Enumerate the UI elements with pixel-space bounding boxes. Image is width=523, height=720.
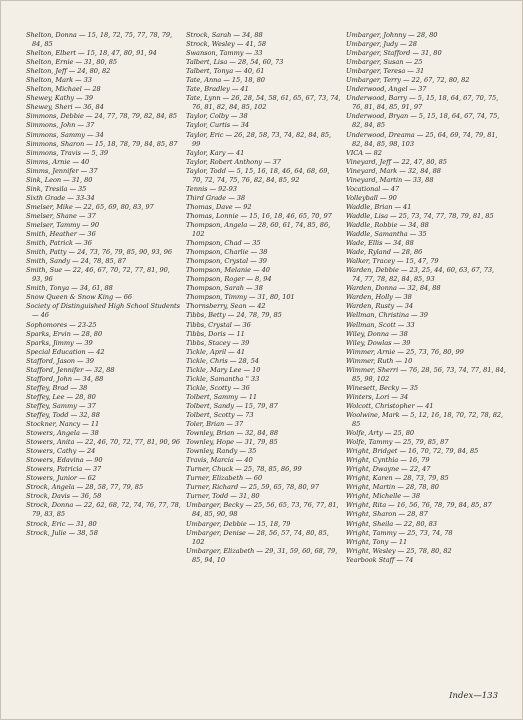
index-entry: Stafford, Jennifer — 32, 88 bbox=[26, 365, 115, 374]
index-entry: Taylor, Robert Anthony — 37 bbox=[186, 157, 281, 166]
index-entry: Winters, Lori — 34 bbox=[346, 392, 409, 401]
index-entry: Tolbert, Sandy — 15, 79, 87 bbox=[186, 401, 278, 410]
index-entry: Tate, Lynn — 26, 28, 54, 58, 61, 65, 67, 73, 74, 76, 81, 82, 84, 85, 102 bbox=[186, 94, 341, 112]
index-entry: Wright, Karen — 28, 73, 79, 85 bbox=[346, 474, 449, 483]
index-entry: Umbarger, Becky — 25, 56, 65, 73, 76, 77, 81, 84, 85, 90, 98 bbox=[186, 501, 339, 519]
index-entry: Wimmer, Arnie — 25, 73, 76, 80, 99 bbox=[346, 347, 464, 356]
index-entry: Wright, Tammy — 25, 73, 74, 78 bbox=[346, 528, 453, 537]
index-entry: Wolfe, Arty — 25, 80 bbox=[346, 429, 414, 438]
index-entry: Wright, Martin — 28, 78, 80 bbox=[346, 483, 439, 492]
index-entry: Umbarger, Denise — 28, 56, 57, 74, 80, 85, 102 bbox=[186, 528, 329, 546]
index-entry: Turner, Richard — 25, 59, 65, 78, 80, 97 bbox=[186, 483, 319, 492]
index-entry: Thomas, Dave — 92 bbox=[186, 202, 252, 211]
index-entry: Umbarger, Elizabeth — 29, 31, 59, 60, 68, 79, 85, 94, 10 bbox=[186, 546, 338, 564]
index-entry: Talbert, Tonya — 40, 61 bbox=[186, 67, 265, 76]
index-entry: Wade, Ryland — 28, 86 bbox=[346, 248, 423, 257]
index-entry: Steffey, Sammy — 37 bbox=[26, 401, 96, 410]
index-entry: Umbarger, Terry — 22, 67, 72, 80, 82 bbox=[346, 76, 470, 85]
index-entry: Wright, Bridget — 16, 70, 72, 79, 84, 85 bbox=[346, 447, 479, 456]
index-entry: Underwood, Angel — 37 bbox=[346, 85, 427, 94]
index-entry: Steffey, Lee — 28, 80 bbox=[26, 392, 96, 401]
index-entry: Stockner, Nancy — 11 bbox=[26, 420, 100, 429]
index-entry: Sophomores — 23-25 bbox=[26, 320, 97, 329]
index-entry: Strock, Sarah — 34, 88 bbox=[186, 31, 263, 39]
index-entry: Turner, Elizabeth — 60 bbox=[186, 474, 263, 483]
index-entry: Smith, Tonya — 34, 61, 88 bbox=[26, 284, 113, 293]
index-entry: Wolfe, Tammy — 25, 79, 85, 87 bbox=[346, 438, 449, 447]
index-entry: Umbarger, Judy — 28 bbox=[346, 40, 417, 49]
index-entry: Vineyard, Martin — 33, 88 bbox=[346, 175, 434, 184]
index-entry: Wright, Rita — 16, 56, 76, 78, 79, 84, 85, 87 bbox=[346, 501, 492, 510]
index-entry: Tickle, April — 41 bbox=[186, 347, 246, 356]
index-entry: Smith, Patty — 24, 73, 76, 79, 85, 90, 93, 96 bbox=[26, 248, 173, 257]
index-entry: Stowers, Edavina — 90 bbox=[26, 456, 103, 465]
index-entry: Woolwine, Mark — 5, 12, 16, 18, 70, 72, 78, 82, 85 bbox=[346, 410, 504, 429]
index-entry: Turner, Todd — 31, 80 bbox=[186, 492, 260, 501]
index-entry: Simmons, Debbie — 24, 77, 78, 79, 82, 84, 85 bbox=[26, 112, 178, 121]
index-entry: Wright, Tony — 11 bbox=[346, 537, 408, 546]
index-column-1 bbox=[26, 31, 181, 538]
index-entry: Steffey, Todd — 32, 88 bbox=[26, 410, 100, 419]
index-entry: Taylor, Eric — 26, 28, 58, 73, 74, 82, 84, 85, 99 bbox=[186, 130, 332, 148]
index-entry: Waddle, Brian — 41 bbox=[346, 202, 412, 211]
index-entry: Sixth Grade — 33-34 bbox=[26, 193, 95, 202]
index-entry: Taylor, Curtis — 34 bbox=[186, 121, 250, 130]
index-column-2 bbox=[186, 31, 341, 565]
index-entry: Simms, Jennifer — 37 bbox=[26, 166, 98, 175]
index-entry: Talbert, Lisa — 28, 54, 60, 73 bbox=[186, 58, 284, 67]
index-entry: Wolcott, Christopher — 41 bbox=[346, 401, 434, 410]
index-entry: Winesett, Becky — 35 bbox=[346, 383, 419, 392]
index-entry: Tibbs, Betty — 24, 78, 79, 85 bbox=[186, 311, 282, 320]
index-entry: Stowers, Patricia — 37 bbox=[26, 465, 102, 474]
index-entry: Tickle, Chris — 28, 54 bbox=[186, 356, 259, 365]
index-entry: Smith, Heather — 36 bbox=[26, 230, 96, 239]
index-entry: Wright, Dwayne — 22, 47 bbox=[346, 465, 431, 474]
index-entry: Wright, Sheila — 22, 80, 83 bbox=[346, 519, 437, 528]
index-entry: Townley, Randy — 35 bbox=[186, 447, 257, 456]
index-entry: Townley, Hope — 31, 79, 85 bbox=[186, 438, 278, 447]
index-entry: Wright, Wesley — 25, 78, 80, 82 bbox=[346, 546, 452, 555]
index-entry: Wade, Ellis — 34, 88 bbox=[346, 239, 414, 248]
index-entry: VICA — 82 bbox=[346, 148, 382, 157]
index-entry: Tolbert, Scotty — 73 bbox=[186, 410, 254, 419]
index-entry: Yearbook Staff — 74 bbox=[346, 555, 414, 564]
index-entry: Special Education — 42 bbox=[26, 347, 105, 356]
index-entry: Wiley, Dowlas — 39 bbox=[346, 338, 411, 347]
index-entry: Snow Queen & Snow King — 66 bbox=[26, 293, 133, 302]
index-entry: Thompson, Angela — 28, 60, 61, 74, 85, 86, 102 bbox=[186, 220, 331, 239]
index-entry: Shewey, Sheri — 36, 84 bbox=[26, 103, 104, 112]
index-entry: Smelser, Tammy — 90 bbox=[26, 220, 99, 229]
index-entry: Thornsberry, Sean — 42 bbox=[186, 302, 266, 311]
index-entry: Strock, Davis — 36, 58 bbox=[26, 492, 102, 501]
index-entry: Wright, Cynthia — 16, 79 bbox=[346, 456, 430, 465]
index-entry: Tibbs, Doris — 11 bbox=[186, 329, 245, 338]
index-entry: Tate, Bradley — 41 bbox=[186, 85, 249, 94]
index-entry: Travis, Marcia — 40 bbox=[186, 456, 253, 465]
index-entry: Tickle, Scotty — 36 bbox=[186, 383, 250, 392]
index-entry: Strock, Donna — 22, 62, 68, 72, 74, 76, 77, 78, 79, 83, 85 bbox=[26, 501, 181, 519]
index-entry: Smelser, Mike — 22, 65, 69, 80, 83, 97 bbox=[26, 202, 154, 211]
index-entry: Strock, Eric — 31, 80 bbox=[26, 519, 97, 528]
index-entry: Stafford, John — 34, 88 bbox=[26, 374, 104, 383]
index-entry: Warden, Debbie — 23, 25, 44, 60, 63, 67, 73, 74, 77, 78, 82, 84, 85, 93 bbox=[346, 266, 495, 284]
index-entry: Thompson, Sarah — 38 bbox=[186, 284, 263, 293]
index-entry: Thompson, Timmy — 31, 80, 101 bbox=[186, 293, 295, 302]
index-entry: Townley, Brian — 32, 84, 88 bbox=[186, 429, 279, 438]
index-entry: Smith, Patrick — 36 bbox=[26, 239, 92, 248]
index-entry: Stowers, Junior — 62 bbox=[26, 474, 96, 483]
index-entry: Waddle, Robbie — 34, 88 bbox=[346, 220, 429, 229]
index-entry: Stafford, Jason — 39 bbox=[26, 356, 94, 365]
index-entry: Swanson, Tammy — 33 bbox=[186, 49, 263, 58]
index-entry: Walker, Tracey — 15, 47, 79 bbox=[346, 257, 439, 266]
index-entry: Tickle, Mary Lee — 10 bbox=[186, 365, 261, 374]
index-entry: Steffey, Brad — 38 bbox=[26, 383, 88, 392]
index-entry: Stowers, Anita — 22, 46, 70, 72, 77, 81, 90, 96 bbox=[26, 438, 181, 447]
index-entry: Sparks, Jimmy — 39 bbox=[26, 338, 93, 347]
index-entry: Warden, Donna — 32, 84, 88 bbox=[346, 284, 441, 293]
index-entry: Strock, Julie — 38, 58 bbox=[26, 528, 98, 537]
index-entry: Shelton, Ernie — 31, 80, 85 bbox=[26, 58, 118, 67]
index-entry: Vineyard, Jeff — 22, 47, 80, 85 bbox=[346, 157, 447, 166]
index-entry: Wimmer, Sherri — 76, 28, 56, 73, 74, 77, 81, 84, 85, 98, 102 bbox=[346, 365, 506, 383]
index-entry: Shelton, Elbert — 15, 18, 47, 80, 91, 94 bbox=[26, 49, 157, 58]
index-entry: Volleyball — 90 bbox=[346, 193, 397, 202]
index-entry: Smelser, Shane — 37 bbox=[26, 211, 96, 220]
index-entry: Simmons, Sharon — 15, 18, 78, 79, 84, 85, 87 bbox=[26, 139, 178, 148]
index-entry: Tennis — 92-93 bbox=[186, 184, 237, 193]
index-entry: Wellman, Christina — 39 bbox=[346, 311, 428, 320]
index-entry: Shelton, Jeff — 24, 80, 82 bbox=[26, 67, 111, 76]
index-entry: Taylor, Todd — 5, 15, 16, 18, 46, 64, 68, 69, 70, 72, 74, 75, 76, 82, 84, 85, 92 bbox=[186, 166, 330, 184]
index-entry: Third Grade — 38 bbox=[186, 193, 246, 202]
index-entry: Warden, Rusty — 34 bbox=[346, 302, 414, 311]
index-entry: Toler, Brian — 37 bbox=[186, 420, 244, 429]
index-entry: Sink, Leon — 31, 80 bbox=[26, 175, 93, 184]
index-entry: Thompson, Charlie — 38 bbox=[186, 248, 268, 257]
index-entry: Society of Distinguished High School Students — 46 bbox=[26, 302, 180, 320]
index-entry: Sparks, Ervin — 28, 80 bbox=[26, 329, 103, 338]
index-entry: Sink, Tresila — 35 bbox=[26, 184, 87, 193]
index-entry: Simmons, John — 37 bbox=[26, 121, 95, 130]
index-entry: Stowers, Cathy — 24 bbox=[26, 447, 96, 456]
index-entry: Shelton, Mark — 33 bbox=[26, 76, 92, 85]
index-entry: Thomas, Lonnie — 15, 16, 18, 46, 65, 70, 97 bbox=[186, 211, 332, 220]
index-entry: Wellman, Scott — 33 bbox=[346, 320, 415, 329]
index-entry: Stowers, Angela — 38 bbox=[26, 429, 99, 438]
index-entry: Thompson, Chad — 35 bbox=[186, 239, 261, 248]
index-entry: Smith, Sandy — 24, 78, 85, 87 bbox=[26, 257, 127, 266]
index-entry: Turner, Chuck — 25, 78, 85, 86, 99 bbox=[186, 465, 302, 474]
index-entry: Umbarger, Teresa — 31 bbox=[346, 67, 425, 76]
index-entry: Shelton, Michael — 28 bbox=[26, 85, 101, 94]
index-entry: Shelton, Donna — 15, 18, 72, 75, 77, 78, 79, 84, 85 bbox=[26, 31, 173, 49]
index-entry: Simms, Arnie — 40 bbox=[26, 157, 90, 166]
index-entry: Umbarger, Stafford — 31, 80 bbox=[346, 49, 442, 58]
index-entry: Tickle, Samantha '' 33 bbox=[186, 374, 260, 383]
index-entry: Underwood, Bryan — 5, 15, 18, 64, 67, 74, 75, 82, 84, 85 bbox=[346, 112, 500, 130]
index-entry: Tolbert, Sammy — 11 bbox=[186, 392, 257, 401]
index-entry: Tibbs, Crystal — 36 bbox=[186, 320, 251, 329]
index-entry: Warden, Holly — 38 bbox=[346, 293, 412, 302]
index-entry: Umbarger, Susan — 25 bbox=[346, 58, 423, 67]
index-entry: Simmons, Travis — 5, 39 bbox=[26, 148, 109, 157]
index-entry: Tibbs, Stacey — 39 bbox=[186, 338, 250, 347]
index-entry: Waddle, Lisa — 25, 73, 74, 77, 78, 79, 81, 85 bbox=[346, 211, 494, 220]
index-entry: Simmons, Sammy — 34 bbox=[26, 130, 104, 139]
index-entry: Thompson, Melanie — 40 bbox=[186, 266, 270, 275]
index-entry: Underwood, Barry — 5, 15, 18, 64, 67, 70, 75, 76, 81, 84, 85, 91, 97 bbox=[346, 94, 499, 112]
index-entry: Vineyard, Mark — 32, 84, 88 bbox=[346, 166, 441, 175]
index-entry: Umbarger, Johnny — 28, 80 bbox=[346, 31, 438, 39]
index-entry: Umbarger, Debbie — 15, 18, 79 bbox=[186, 519, 291, 528]
index-entry: Vocational — 47 bbox=[346, 184, 400, 193]
index-entry: Thompson, Roger — 8, 94 bbox=[186, 275, 272, 284]
page-footer: Index—133 bbox=[449, 691, 498, 701]
index-entry: Taylor, Colby — 38 bbox=[186, 112, 248, 121]
index-entry: Thompson, Crystal — 39 bbox=[186, 257, 267, 266]
index-entry: Strock, Angela — 28, 58, 77, 79, 85 bbox=[26, 483, 144, 492]
index-entry: Underwood, Dreama — 25, 64, 69, 74, 79, 81, 82, 84, 85, 98, 103 bbox=[346, 130, 498, 148]
index-entry: Shewey, Kathy — 39 bbox=[26, 94, 94, 103]
index-entry: Wimmer, Ruth — 10 bbox=[346, 356, 413, 365]
index-entry: Smith, Sue — 22, 46, 67, 70, 72, 77, 81, 90, 93, 96 bbox=[26, 266, 170, 284]
index-entry: Wright, Michelle — 38 bbox=[346, 492, 420, 501]
index-entry: Waddle, Samantha — 35 bbox=[346, 230, 427, 239]
index-entry: Wiley, Donna — 38 bbox=[346, 329, 408, 338]
index-entry: Wright, Sharon — 28, 87 bbox=[346, 510, 428, 519]
index-entry: Tate, Anna — 15, 18, 80 bbox=[186, 76, 265, 85]
index-entry: Taylor, Kary — 41 bbox=[186, 148, 245, 157]
index-entry: Strock, Wesley — 41, 58 bbox=[186, 40, 267, 49]
index-column-3 bbox=[346, 31, 506, 565]
